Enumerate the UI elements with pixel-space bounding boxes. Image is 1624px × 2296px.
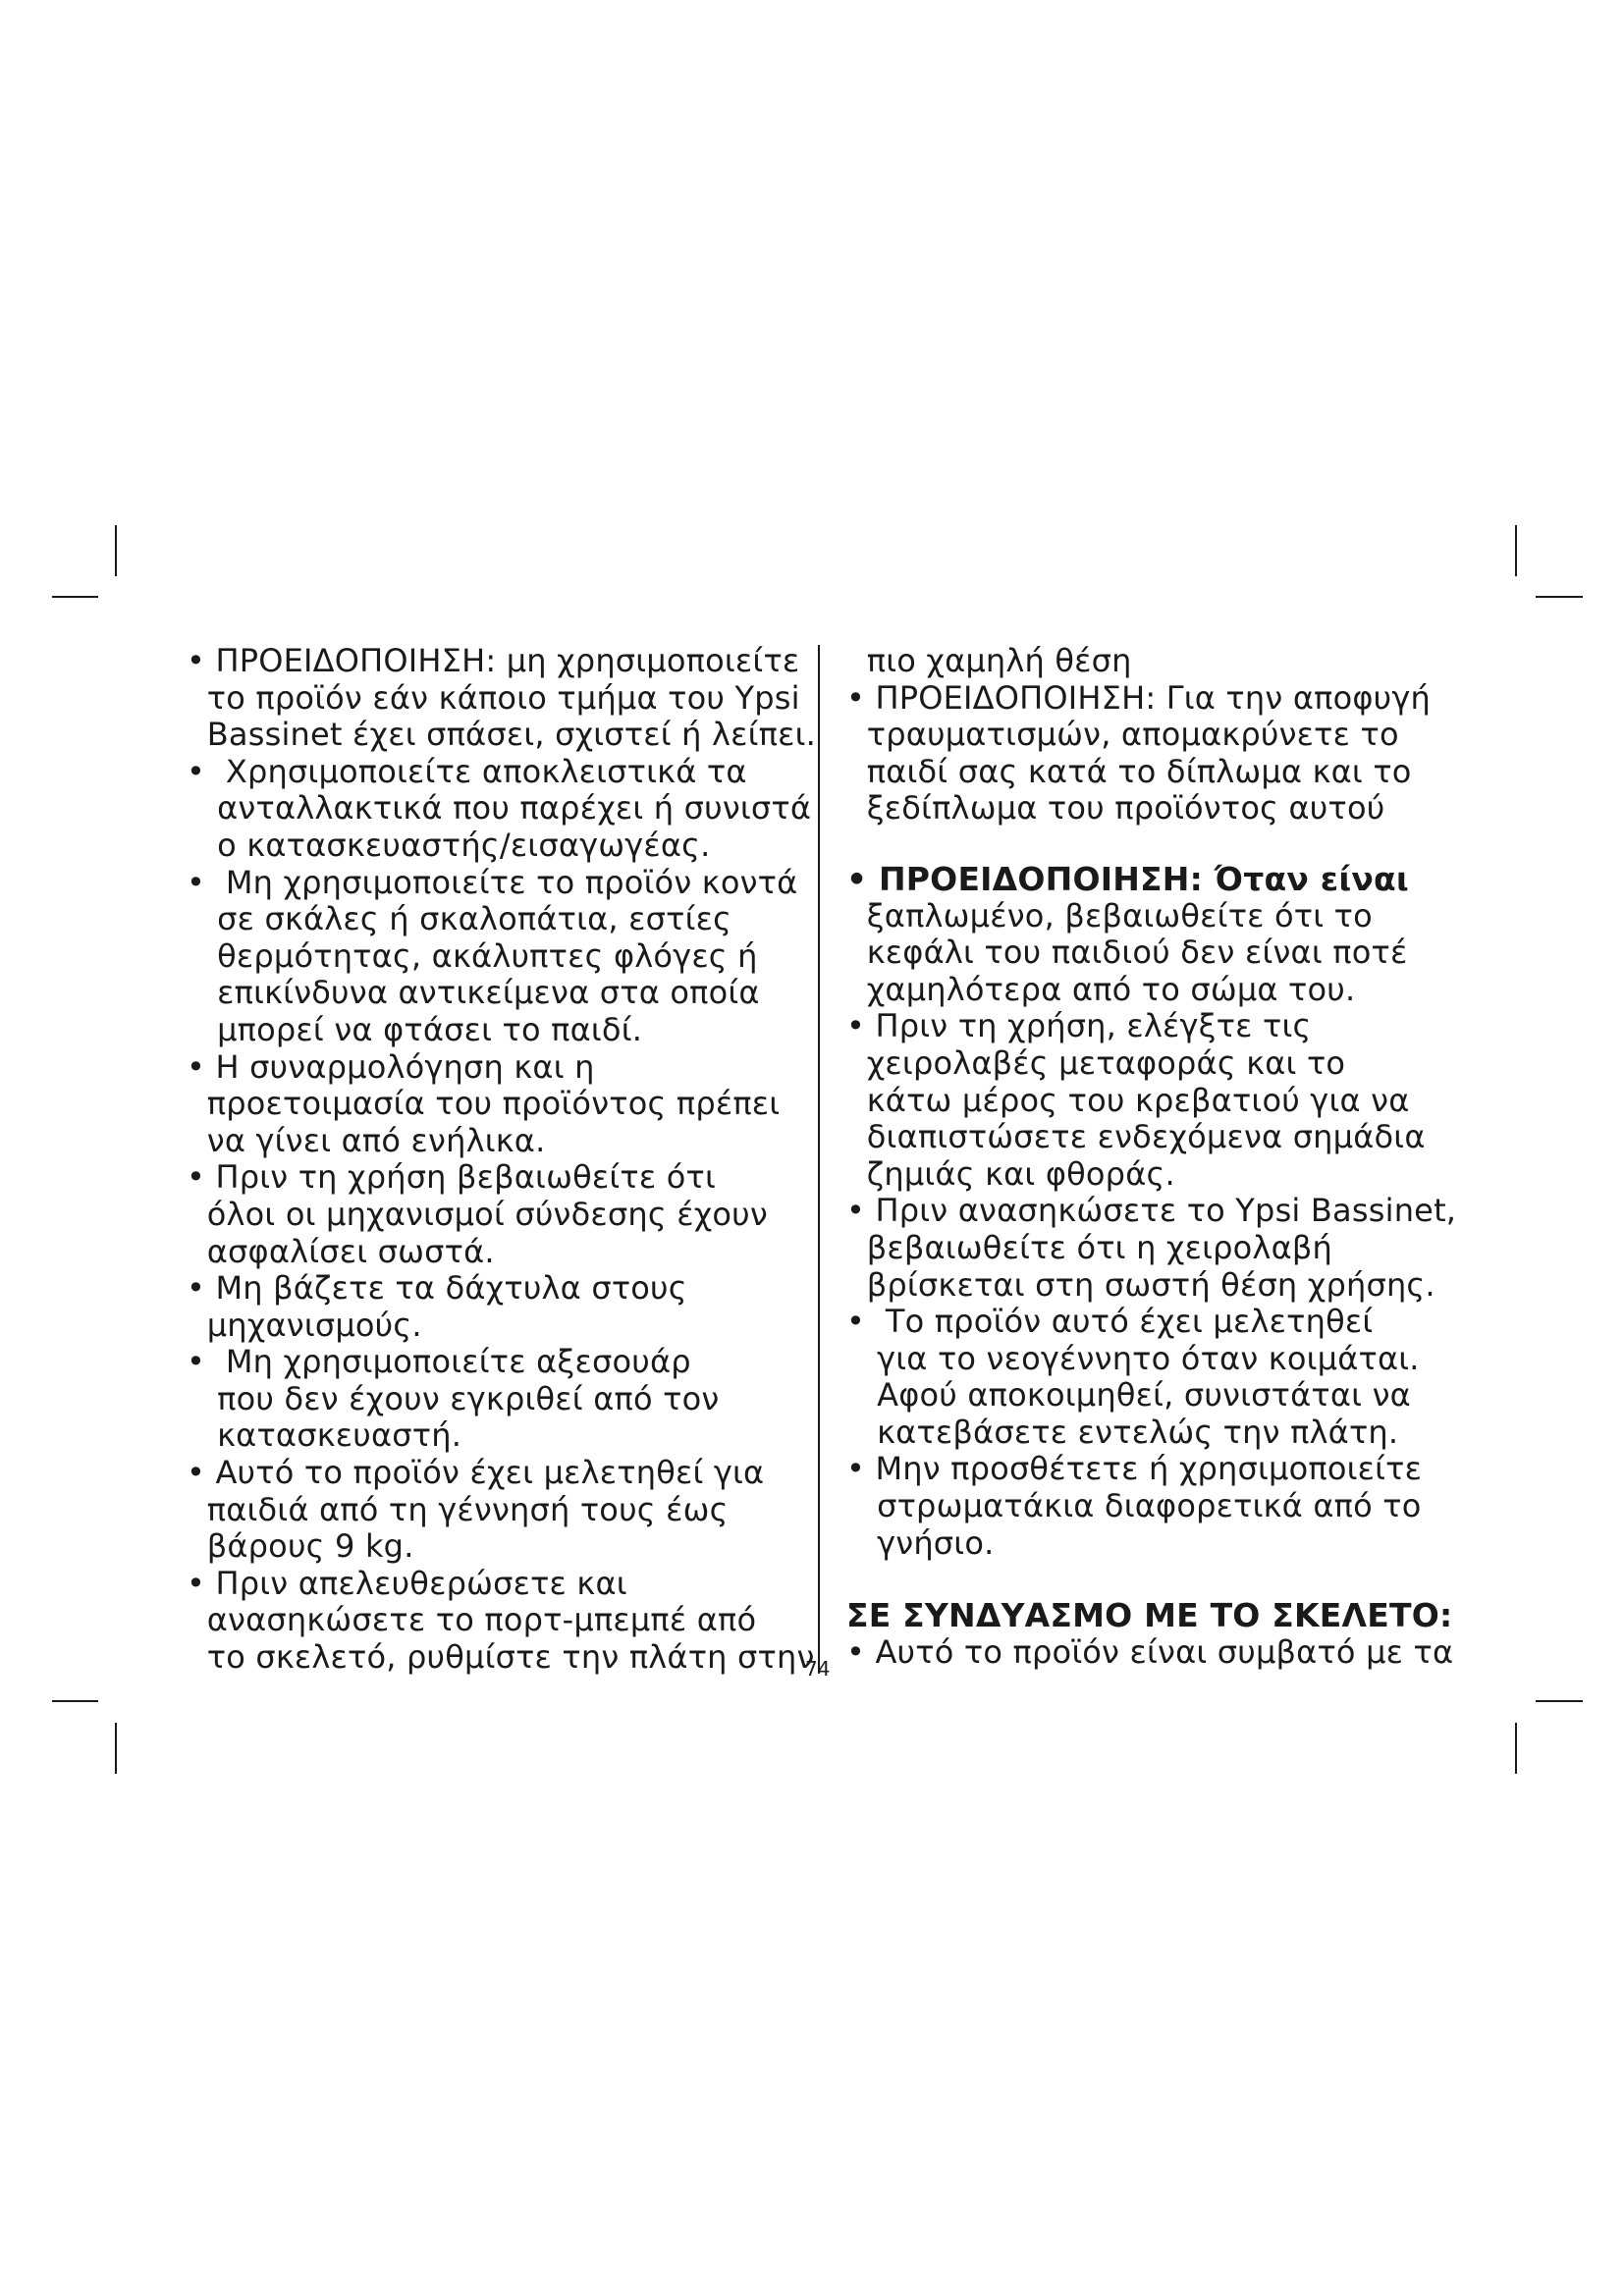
text-line: που δεν έχουν εγκριθεί από τον <box>187 1379 720 1417</box>
text-line: • Πριν τη χρήση βεβαιωθείτε ότι <box>187 1158 716 1197</box>
crop-mark-top-left-vertical <box>115 525 117 576</box>
page-number: 74 <box>805 1657 831 1681</box>
text-line: το σκελετό, ρυθμίστε την πλάτη στην <box>187 1638 815 1677</box>
text-line: χειρολαβές μεταφοράς και το <box>846 1043 1346 1082</box>
text-line: να γίνει από ενήλικα. <box>187 1121 546 1159</box>
column-divider <box>818 645 820 1674</box>
text-line: επικίνδυνα αντικείμενα στα οποία <box>187 974 760 1012</box>
text-line: • Πριν απελευθερώσετε και <box>187 1564 627 1602</box>
text-line: μπορεί να φτάσει το παιδί. <box>187 1010 643 1048</box>
right-block-3 <box>846 1634 1455 1672</box>
crop-mark-top-right-vertical <box>1515 525 1517 576</box>
text-line: ανασηκώσετε το πορτ-μπεμπέ από <box>187 1601 757 1639</box>
text-line: • Το προϊόν αυτό έχει μελετηθεί <box>846 1303 1374 1341</box>
text-line: διαπιστώσετε ενδεχόμενα σημάδια <box>846 1118 1426 1156</box>
text-line: • Η συναρμολόγηση και η <box>187 1047 595 1086</box>
text-line: όλοι οι μηχανισμοί σύνδεσης έχουν <box>187 1195 768 1233</box>
text-line: • Μη χρησιμοποιείτε αξεσουάρ <box>187 1343 691 1381</box>
text-line: τραυματισμών, απομακρύνετε το <box>846 716 1399 754</box>
text-line: • Πριν τη χρήση, ελέγξτε τις <box>846 1007 1312 1045</box>
text-line: βρίσκεται στη σωστή θέση χρήσης. <box>846 1265 1435 1304</box>
crop-mark-bottom-left-vertical <box>115 1723 117 1774</box>
left-column-lines <box>187 642 817 1677</box>
text-line: κάτω μέρος του κρεβατιού για να <box>846 1081 1410 1119</box>
text-line: βεβαιωθείτε ότι η χειρολαβή <box>846 1228 1332 1266</box>
text-line: • Μη βάζετε τα δάχτυλα στους <box>187 1269 687 1308</box>
text-line: ζημιάς και φθοράς. <box>846 1154 1175 1193</box>
text-line: σε σκάλες ή σκαλοπάτια, εστίες <box>187 900 732 938</box>
text-line: Bassinet έχει σπάσει, σχιστεί ή λείπει. <box>187 716 817 754</box>
text-line: κατεβάσετε εντελώς την πλάτη. <box>846 1413 1399 1451</box>
crop-mark-bottom-right-vertical <box>1515 1723 1517 1774</box>
text-line: βάρους 9 kg. <box>187 1527 414 1566</box>
left-column <box>187 642 817 1677</box>
text-line: • Μην προσθέτετε ή χρησιμοποιείτε <box>846 1450 1423 1488</box>
text-line: θερμότητας, ακάλυπτες φλόγες ή <box>187 936 758 975</box>
section-heading: ΣΕ ΣΥΝΔΥΑΣΜΟ ΜΕ ΤΟ ΣΚΕΛΕΤΟ: <box>846 1596 1453 1635</box>
text-line: ανταλλακτικά που παρέχει ή συνιστά <box>187 789 812 828</box>
text-line: πιο χαμηλή θέση <box>846 642 1132 679</box>
text-line: • ΠΡΟΕΙΔΟΠΟΙΗΣΗ: Για την αποφυγή <box>846 678 1432 717</box>
text-line: • Αυτό το προϊόν είναι συμβατό με τα <box>846 1632 1454 1671</box>
text-line: Αφού αποκοιμηθεί, συνιστάται να <box>846 1376 1411 1415</box>
text-line: παιδιά από τη γέννησή τους έως <box>187 1490 729 1528</box>
text-line: ξαπλωμένο, βεβαιωθείτε ότι το <box>846 896 1373 934</box>
text-line: ασφαλίσει σωστά. <box>187 1232 495 1270</box>
text-line: κατασκευαστή. <box>187 1416 462 1455</box>
crop-mark-bottom-right-horizontal <box>1536 1700 1583 1702</box>
text-line: το προϊόν εάν κάποιο τμήμα του Ypsi <box>187 678 800 717</box>
text-line: μηχανισμούς. <box>187 1306 422 1344</box>
text-line: • Χρησιμοποιείτε αποκλειστικά τα <box>187 752 747 790</box>
crop-mark-top-right-horizontal <box>1536 596 1583 598</box>
crop-mark-bottom-left-horizontal <box>52 1700 98 1702</box>
text-line: για το νεογέννητο όταν κοιμάται. <box>846 1339 1420 1377</box>
right-block-2 <box>846 898 1455 1563</box>
text-line: • Μη χρησιμοποιείτε το προϊόν κοντά <box>187 863 798 901</box>
text-line: κεφάλι του παιδιού δεν είναι ποτέ <box>846 934 1408 972</box>
text-line: στρωματάκια διαφορετικά από το <box>846 1487 1422 1525</box>
text-line: γνήσιο. <box>846 1523 995 1562</box>
text-line: ο κατασκευαστής/εισαγωγέας. <box>187 826 711 864</box>
text-line: • Πριν ανασηκώσετε το Ypsi Bassinet, <box>846 1192 1457 1230</box>
text-line: • ΠΡΟΕΙΔΟΠΟΙΗΣΗ: μη χρησιμοποιείτε <box>187 642 800 679</box>
text-line: • Αυτό το προϊόν έχει μελετηθεί για <box>187 1454 765 1492</box>
right-column <box>846 643 1455 1671</box>
warning-heading: • ΠΡΟΕΙΔΟΠΟΙΗΣΗ: Όταν είναι <box>846 859 1409 898</box>
text-line: ξεδίπλωμα του προϊόντος αυτού <box>846 789 1385 828</box>
text-line: προετοιμασία του προϊόντος πρέπει <box>187 1085 781 1123</box>
text-line: παιδί σας κατά το δίπλωμα και το <box>846 752 1412 790</box>
text-line: χαμηλότερα από το σώμα του. <box>846 970 1356 1008</box>
crop-mark-top-left-horizontal <box>52 596 98 598</box>
right-block-1 <box>846 643 1455 828</box>
